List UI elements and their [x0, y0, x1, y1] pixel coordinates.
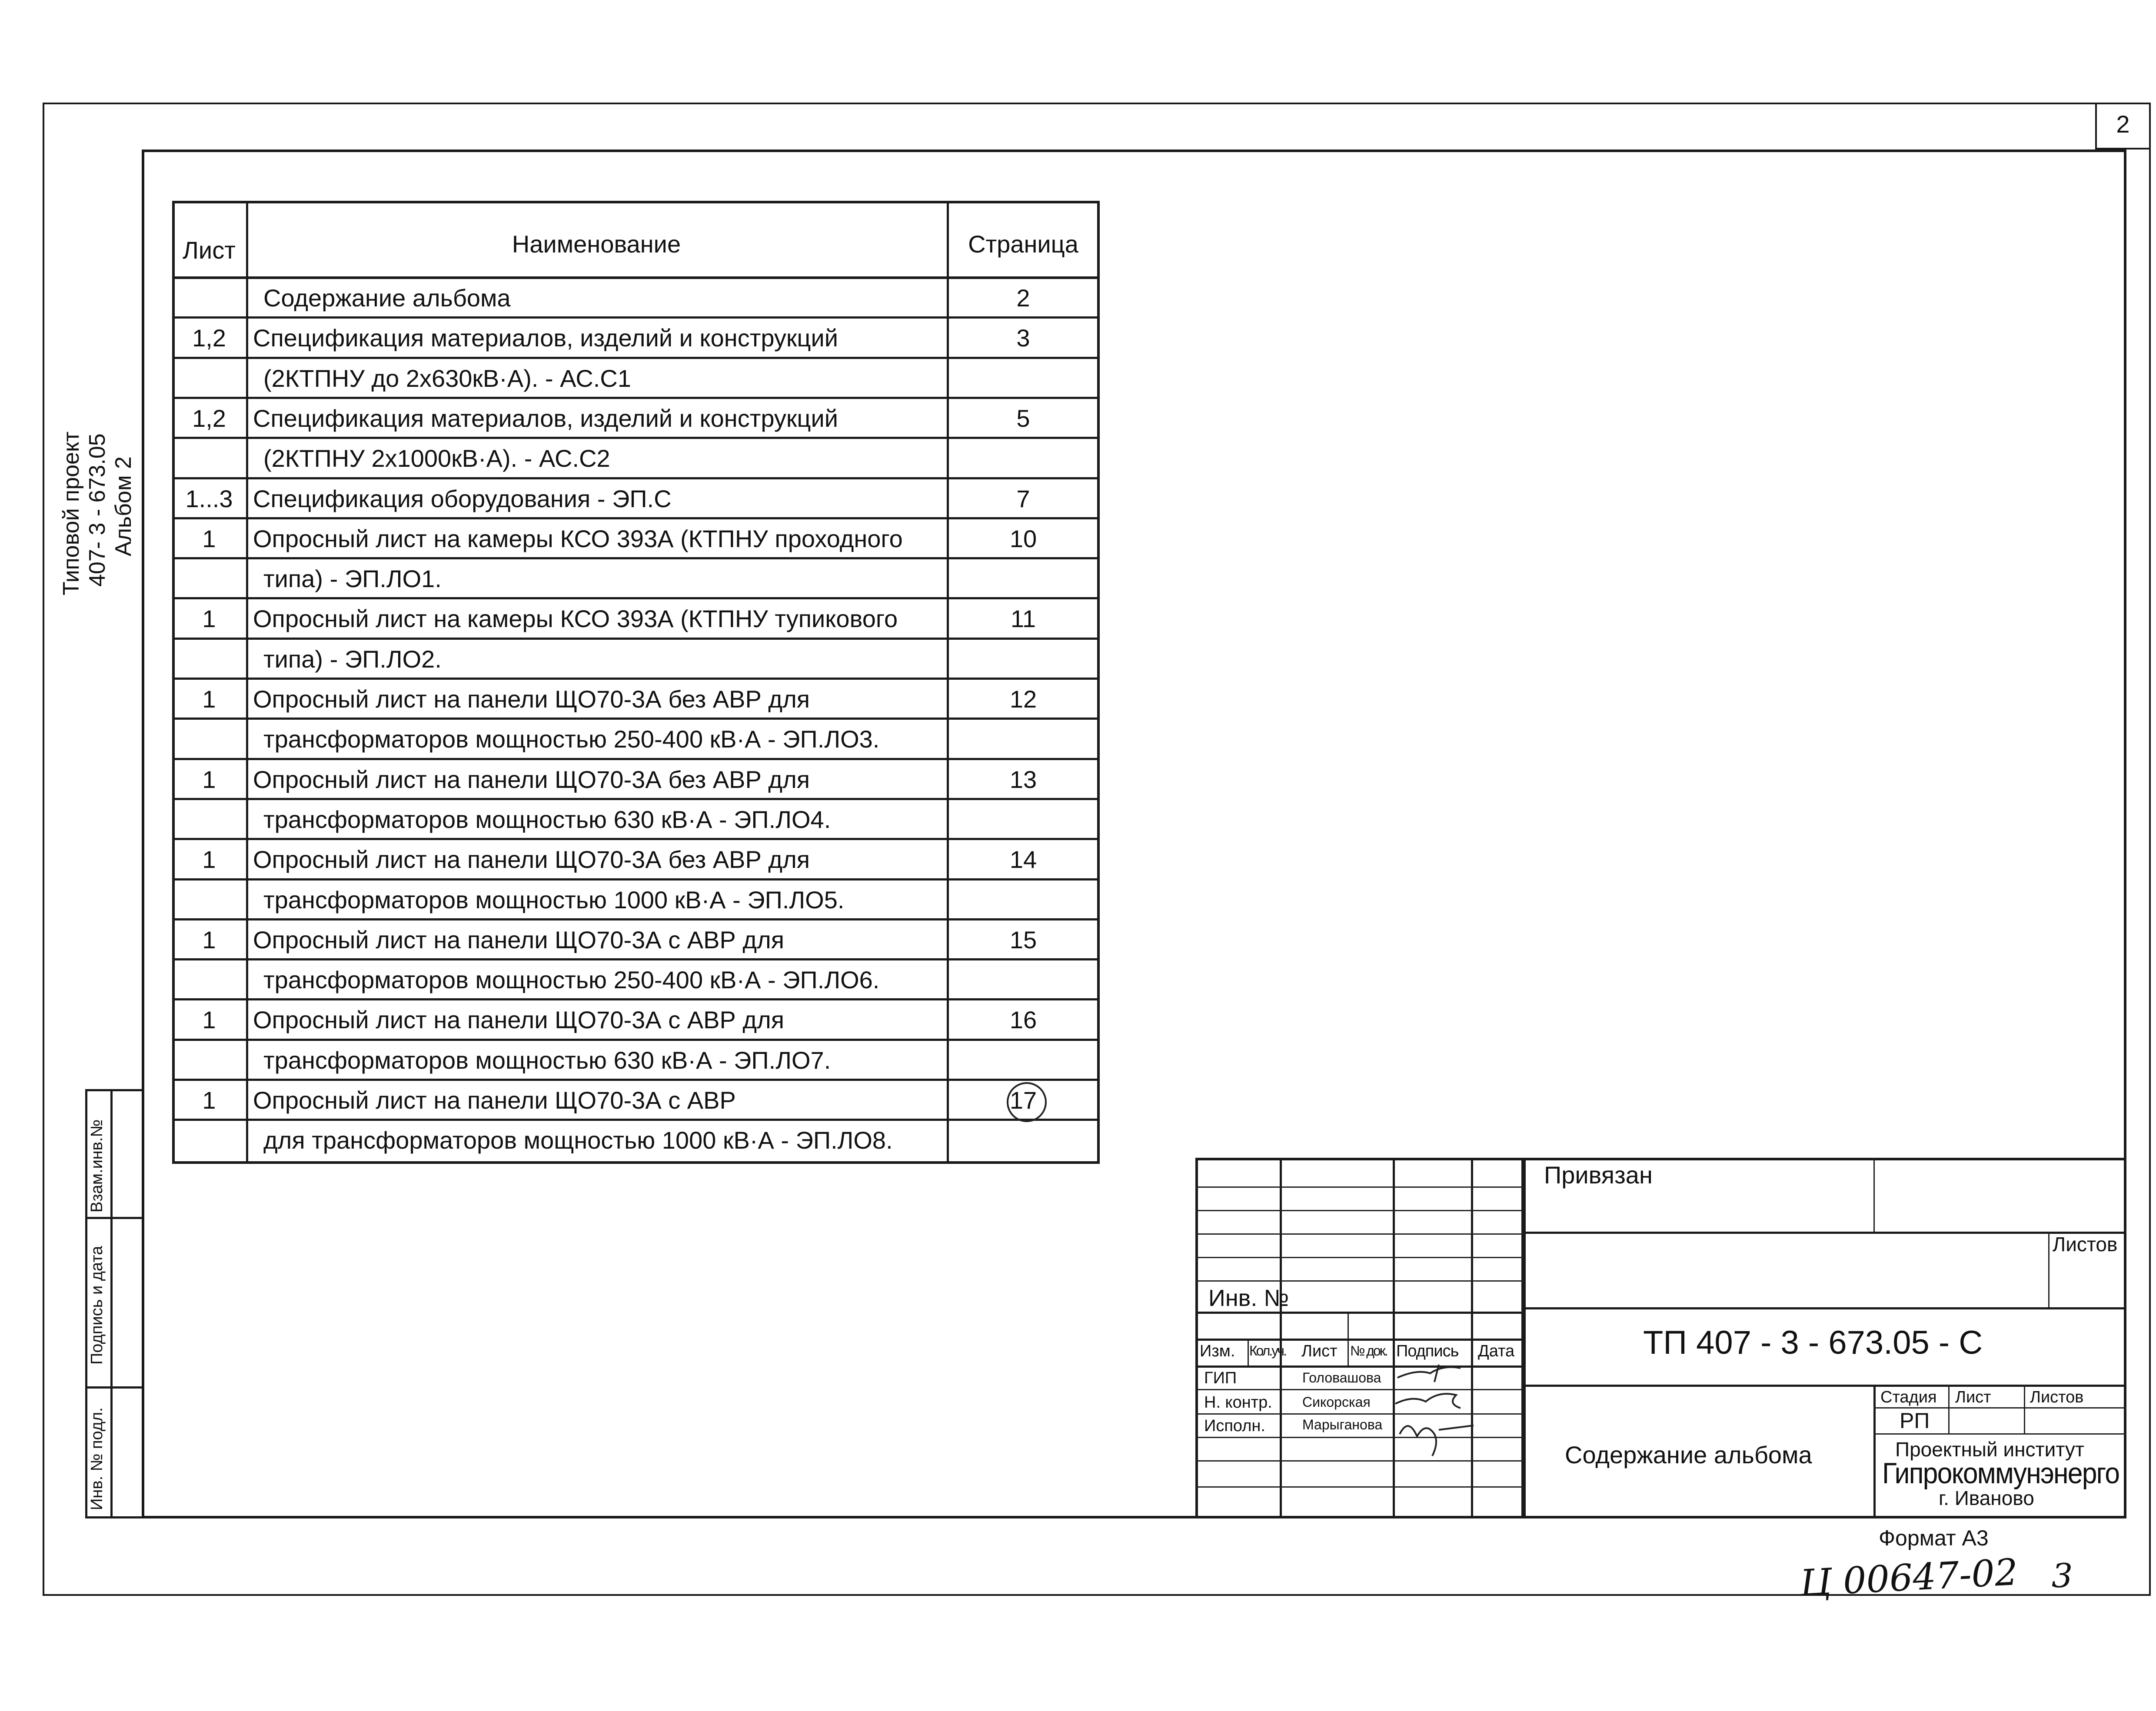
page-number: 2 [2116, 110, 2130, 138]
table-cell-page: 16 [1009, 1006, 1037, 1034]
tb-col-izm-label: Изм. [1200, 1342, 1235, 1360]
tb-stage-col3 [2024, 1385, 2025, 1433]
table-cell-name: Спецификация материалов, изделий и конструкций [253, 324, 838, 352]
table-row-separator [172, 357, 1100, 359]
table-cell-name: Опросный лист на панели ЩО70-3А с АВР для [253, 926, 785, 954]
tb-org-line1: Проектный институт [1895, 1438, 2084, 1461]
table-cell-sheet: 1 [202, 846, 216, 874]
side-block-sep1 [85, 1217, 144, 1219]
table-row-separator [172, 1039, 1100, 1041]
tb-col-podpis [1471, 1158, 1473, 1518]
tb-privyazan: Привязан [1544, 1161, 1653, 1189]
table-row-separator [172, 557, 1100, 559]
table-cell-page: 12 [1009, 685, 1037, 713]
tb-grid-row7 [1195, 1339, 1523, 1341]
side-block-podpis: Подпись и дата [88, 1246, 106, 1365]
page-circle-mark [1007, 1082, 1047, 1122]
format-label: Формат А3 [1879, 1526, 1989, 1550]
table-cell-sheet: 1 [202, 926, 216, 954]
tb-inv-no: Инв. № [1208, 1285, 1289, 1311]
table-cell-name: Опросный лист на панели ЩО70-3А с АВР для [253, 1006, 785, 1034]
header-sheet: Лист [183, 236, 236, 264]
table-cell-name: Спецификация материалов, изделий и конструкций [253, 404, 838, 432]
table-cell-name: трансформаторов мощностью 250-400 кВ·А - ЭП.ЛО3. [263, 725, 880, 753]
table-cell-name: Опросный лист на камеры КСО 393А (КТПНУ тупикового [253, 605, 898, 633]
tb-org-line2: Гипрокоммунэнерго [1882, 1457, 2119, 1490]
tb-right-row3 [1523, 1385, 2126, 1387]
table-row-separator [172, 838, 1100, 840]
signatures [1391, 1360, 1478, 1460]
table-row-separator [172, 597, 1100, 599]
table-cell-name: (2КТПНУ 2х1000кВ·А). - АС.С2 [263, 445, 610, 472]
table-cell-name: Опросный лист на панели ЩО70-3А без АВР для [253, 765, 810, 793]
table-row-separator [172, 798, 1100, 800]
tb-stage-label: Стадия [1880, 1388, 1937, 1406]
table-row-separator [172, 678, 1100, 680]
table-cell-sheet: 1 [202, 525, 216, 552]
tb-col-kol-label: Кол.уч. [1249, 1343, 1286, 1359]
tb-list-label: Лист [1955, 1388, 1991, 1406]
header-page: Страница [968, 230, 1078, 258]
tb-col-izm [1280, 1158, 1282, 1518]
side-block-inv: Инв. № подл. [88, 1407, 106, 1510]
tb-grid-row6 [1195, 1312, 1523, 1314]
tb-grid-row12 [1195, 1460, 1523, 1462]
table-cell-name: для трансформаторов мощностью 1000 кВ·А - ЭП.ЛО8. [263, 1126, 893, 1154]
tb-grid-row4 [1195, 1257, 1523, 1258]
table-cell-sheet: 1 [202, 605, 216, 633]
table-cell-name: Опросный лист на камеры КСО 393А (КТПНУ проходного [253, 525, 903, 552]
table-cell-page: 14 [1009, 846, 1037, 874]
tb-listov-top: Листов [2053, 1233, 2118, 1256]
table-cell-name: Опросный лист на панели ЩО70-3А с АВР [253, 1086, 736, 1114]
tb-stage-divider [1873, 1385, 1876, 1518]
tb-listov-label: Листов [2030, 1388, 2084, 1406]
table-row-separator [172, 1119, 1100, 1121]
tb-grid-row1 [1195, 1186, 1523, 1188]
side-block-divider [110, 1089, 113, 1518]
table-cell-page: 3 [1016, 324, 1030, 352]
tb-document-code: ТП 407 - 3 - 673.05 - С [1643, 1324, 1983, 1361]
table-row-separator [172, 316, 1100, 319]
tb-col-kol [1248, 1339, 1249, 1365]
table-row-separator [172, 878, 1100, 880]
table-row-separator [172, 718, 1100, 720]
tb-main-divider [1523, 1158, 1526, 1518]
side-block-vzam: Взам.инв.№ [88, 1119, 106, 1213]
table-cell-name: (2КТПНУ до 2х630кВ·А). - АС.С1 [263, 364, 631, 392]
table-cell-page: 11 [1010, 605, 1036, 633]
table-row-separator [172, 477, 1100, 479]
table-row-separator [172, 437, 1100, 439]
tb-role-gip: ГИП [1204, 1369, 1237, 1387]
tb-col-list [1393, 1158, 1395, 1518]
side-stamp-line3: Альбом 2 [111, 456, 136, 556]
table-cell-name: Содержание альбома [263, 284, 511, 312]
tb-role-nkontr: Н. контр. [1204, 1393, 1272, 1412]
tb-col-podpis-label: Подпись [1396, 1342, 1459, 1360]
table-cell-name: трансформаторов мощностью 1000 кВ·А - ЭП.ЛО5. [263, 886, 845, 914]
table-cell-sheet: 1 [202, 1086, 216, 1114]
tb-stage-value: РП [1900, 1409, 1930, 1433]
table-row-separator [172, 397, 1100, 399]
tb-grid-row13 [1195, 1486, 1523, 1488]
table-cell-sheet: 1 [202, 685, 216, 713]
tb-stage-bottom [1873, 1433, 2126, 1435]
table-cell-sheet: 1...3 [185, 485, 233, 512]
table-cell-page: 2 [1016, 284, 1030, 312]
table-cell-name: типа) - ЭП.ЛО1. [263, 565, 442, 593]
header-underline [172, 276, 1100, 279]
tb-col-list-label: Лист [1301, 1342, 1338, 1360]
table-row-separator [172, 638, 1100, 640]
table-cell-page: 15 [1009, 926, 1037, 954]
tb-org-line3: г. Иваново [1939, 1487, 2034, 1509]
handwritten-code: Ц 00647-02 [1798, 1550, 2019, 1605]
tb-name-gip: Головашова [1302, 1370, 1381, 1385]
table-row-separator [172, 918, 1100, 920]
table-row-separator [172, 958, 1100, 960]
tb-col-data-label: Дата [1478, 1342, 1515, 1360]
table-cell-page: 5 [1016, 404, 1030, 432]
table-cell-sheet: 1 [202, 1006, 216, 1034]
table-row-separator [172, 1079, 1100, 1081]
table-cell-name: трансформаторов мощностью 630 кВ·А - ЭП.ЛО7. [263, 1046, 831, 1074]
table-cell-name: трансформаторов мощностью 630 кВ·А - ЭП.ЛО4. [263, 805, 831, 833]
table-cell-page: 17 [1009, 1086, 1037, 1114]
tb-grid-row2 [1195, 1210, 1523, 1211]
table-cell-sheet: 1,2 [192, 324, 226, 352]
table-cell-page: 10 [1009, 525, 1037, 552]
header-name: Наименование [512, 230, 681, 258]
table-cell-name: Опросный лист на панели ЩО70-3А без АВР для [253, 685, 810, 713]
tb-role-ispoln: Исполн. [1204, 1417, 1265, 1435]
table-row-separator [172, 517, 1100, 519]
table-cell-page: 7 [1016, 485, 1030, 512]
tb-name-ispoln: Марыганова [1302, 1417, 1383, 1432]
tb-right-row2 [1523, 1307, 2126, 1309]
tb-stage-col2 [1948, 1385, 1950, 1433]
handwritten-underline [1800, 1594, 2078, 1595]
table-cell-sheet: 1,2 [192, 404, 226, 432]
side-block-sep2 [85, 1386, 144, 1389]
side-stamp-line2: 407- 3 - 673.05 [85, 433, 110, 587]
tb-col-ndok-label: № док. [1350, 1343, 1387, 1359]
table-cell-page: 13 [1009, 765, 1037, 793]
table-row-separator [172, 998, 1100, 1000]
tb-privyazan-divider [1873, 1158, 1875, 1233]
tb-right-row1 [1523, 1232, 2126, 1234]
table-cell-name: типа) - ЭП.ЛО2. [263, 645, 442, 673]
table-cell-name: Опросный лист на панели ЩО70-3А без АВР для [253, 846, 810, 874]
table-row-separator [172, 758, 1100, 760]
side-stamp-line1: Типовой проект [59, 431, 84, 595]
table-cell-name: Спецификация оборудования - ЭП.С [253, 485, 672, 512]
tb-listov-top-divider [2048, 1232, 2050, 1308]
tb-grid-row5 [1195, 1280, 1523, 1282]
tb-name-nkontr: Сикорская [1302, 1394, 1371, 1410]
table-cell-name: трансформаторов мощностью 250-400 кВ·А - ЭП.ЛО6. [263, 966, 880, 994]
table-cell-sheet: 1 [202, 765, 216, 793]
handwritten-page: 3 [2052, 1556, 2073, 1595]
tb-doc-title: Содержание альбома [1565, 1441, 1812, 1468]
tb-grid-row3 [1195, 1233, 1523, 1235]
